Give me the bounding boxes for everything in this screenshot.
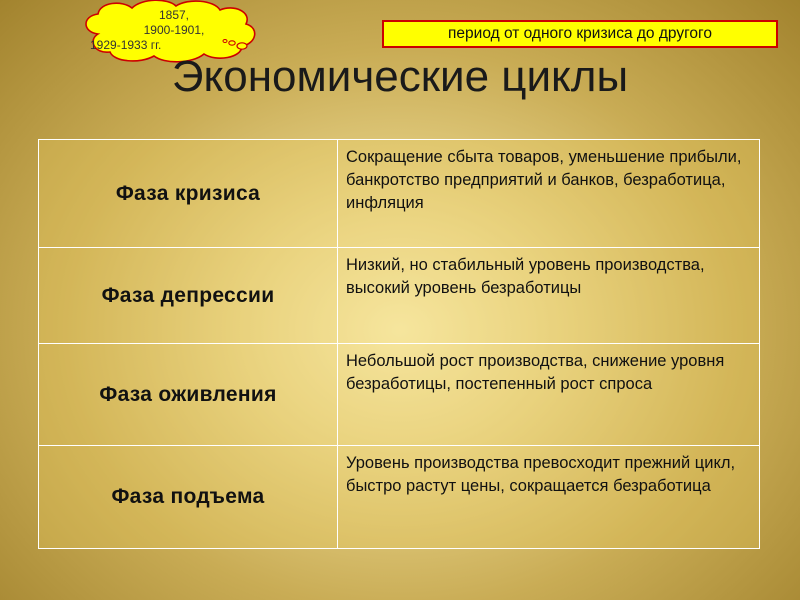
phase-name: Фаза подъема: [39, 446, 338, 549]
phase-description: Уровень производства превосходит прежний цикл, быстро растут цены, сокращается безработица: [338, 446, 760, 549]
table-row: [39, 140, 760, 248]
cloud-line-1: 1857,: [158, 8, 190, 22]
phase-name: Фаза кризиса: [39, 140, 338, 248]
page-title: Экономические циклы: [171, 52, 629, 101]
table-row: [39, 248, 760, 344]
phase-name: Фаза оживления: [39, 344, 338, 446]
cloud-text: [90, 8, 244, 53]
phases-table: [38, 139, 760, 549]
phase-name: Фаза депрессии: [39, 248, 338, 344]
cloud-line-3: 1929-1933 гг.: [90, 38, 162, 52]
table-row: [39, 446, 760, 549]
table-row: [39, 344, 760, 446]
period-label: период от одного кризиса до другого: [382, 20, 778, 48]
phase-description: Сокращение сбыта товаров, уменьшение прибыли, банкротство предприятий и банков, безработица, инфляция: [338, 140, 760, 248]
phase-description: Низкий, но стабильный уровень производства, высокий уровень безработицы: [338, 248, 760, 344]
cloud-line-2: 1900-1901,: [143, 23, 205, 37]
phase-description: Небольшой рост производства, снижение уровня безработицы, постепенный рост спроса: [338, 344, 760, 446]
